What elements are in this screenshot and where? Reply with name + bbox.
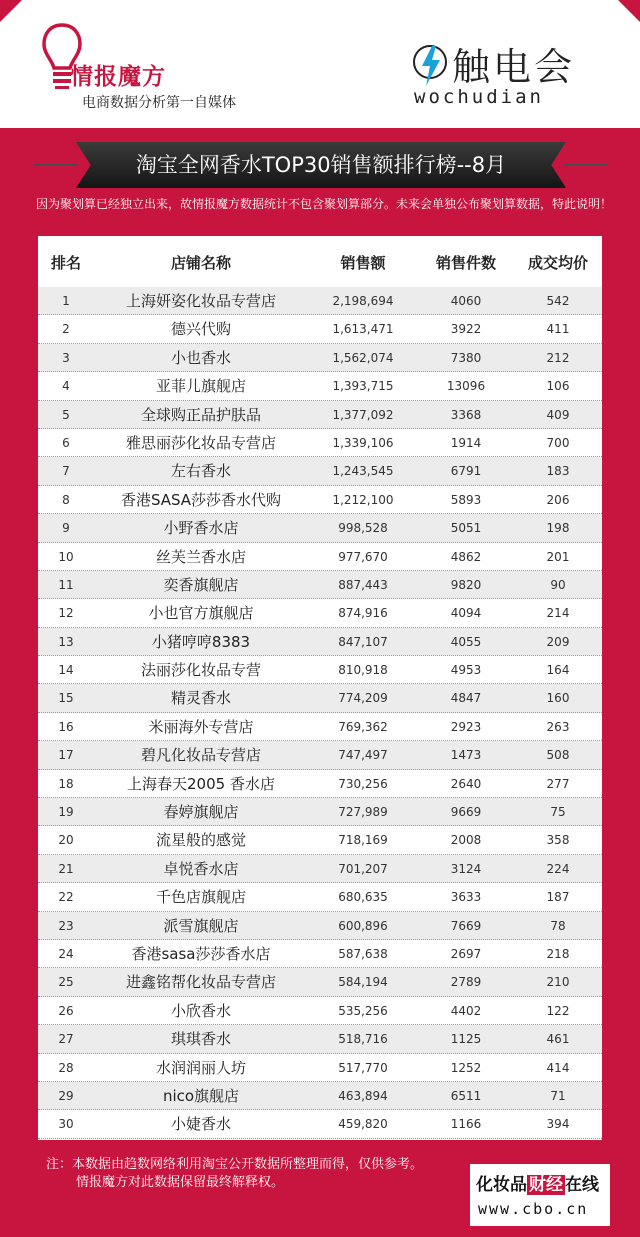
table-row	[38, 514, 602, 542]
cell-rank: 3	[62, 350, 70, 365]
table-row	[38, 486, 602, 514]
footer-line: 注：本数据由趋数网络利用淘宝公开数据所整理而得，仅供参考。	[46, 1157, 424, 1172]
table-row	[38, 713, 602, 741]
cell-avg-price: 210	[546, 975, 570, 990]
cell-sales: 727,989	[338, 805, 388, 820]
cell-units: 4055	[450, 634, 482, 649]
table-row	[38, 656, 602, 684]
cell-sales: 587,638	[338, 946, 388, 961]
cell-store-name: 香港sasa莎莎香水店	[131, 944, 271, 963]
cell-units: 7669	[450, 918, 482, 933]
cell-rank: 10	[58, 549, 74, 564]
cell-store-name: 米丽海外专营店	[148, 717, 254, 736]
cell-rank: 2	[62, 322, 70, 337]
cell-store-name: 派雪旗舰店	[163, 916, 239, 935]
ranking-table	[38, 236, 602, 1140]
cell-rank: 6	[62, 435, 70, 450]
cell-units: 5051	[450, 521, 482, 536]
cell-sales: 2,198,694	[332, 294, 394, 308]
cell-units: 4953	[450, 663, 482, 678]
table-row	[38, 543, 602, 571]
cell-rank: 27	[58, 1032, 74, 1047]
banner-divider	[34, 164, 78, 166]
cell-rank: 19	[58, 805, 74, 820]
table-row	[38, 372, 602, 400]
cell-store-name: 小也香水	[170, 348, 231, 367]
cell-sales: 810,918	[338, 663, 388, 678]
cell-units: 9669	[450, 805, 482, 820]
cell-units: 1125	[450, 1032, 482, 1047]
cell-avg-price: 212	[546, 350, 570, 365]
cell-store-name: 上海妍姿化妆品专营店	[125, 292, 276, 310]
cell-rank: 25	[58, 975, 74, 990]
header	[0, 0, 640, 128]
cell-rank: 16	[58, 719, 74, 734]
cell-avg-price: 218	[546, 946, 570, 961]
cell-rank: 18	[58, 776, 74, 791]
cell-units: 4402	[450, 1003, 482, 1018]
cell-units: 9820	[450, 577, 482, 592]
table-row	[38, 912, 602, 940]
cell-units: 13096	[446, 379, 486, 394]
cell-store-name: 碧凡化妆品专营店	[140, 746, 261, 765]
table-row	[38, 770, 602, 798]
table-row	[38, 741, 602, 769]
cell-avg-price: 198	[546, 521, 570, 536]
table-row	[38, 883, 602, 911]
header-avg-price: 成交均价	[527, 254, 588, 272]
cell-store-name: 法丽莎化妆品专营	[140, 661, 261, 680]
cell-sales: 718,169	[338, 833, 388, 848]
header-rank: 排名	[50, 254, 81, 272]
cell-avg-price: 700	[546, 435, 570, 450]
table-body	[38, 287, 602, 1139]
notice-text: 因为聚划算已经独立出来，故情报魔方数据统计不包含聚划算部分。未来会单独公布聚划算数据，特此说明！	[36, 197, 613, 211]
table-row	[38, 628, 602, 656]
lightning-icon	[410, 40, 452, 92]
header-store-name: 店铺名称	[170, 254, 231, 272]
cell-avg-price: 542	[546, 294, 570, 308]
cell-units: 3368	[450, 407, 482, 422]
cell-sales: 535,256	[338, 1003, 388, 1018]
cell-store-name: 水润润丽人坊	[155, 1058, 246, 1077]
cell-units: 2789	[450, 975, 482, 990]
cell-avg-price: 183	[546, 464, 570, 479]
cell-rank: 15	[58, 691, 74, 706]
cell-avg-price: 75	[550, 805, 566, 820]
cell-units: 3124	[450, 861, 482, 876]
brand-tagline: 电商数据分析第一自媒体	[82, 95, 236, 111]
watermark-highlight: 财经	[529, 1175, 563, 1195]
cell-avg-price: 106	[546, 379, 570, 394]
cell-sales: 1,562,074	[332, 350, 394, 365]
cell-avg-price: 71	[550, 1088, 566, 1103]
table-row	[38, 401, 602, 429]
table-row	[38, 344, 602, 372]
cell-sales: 518,716	[338, 1032, 388, 1047]
cell-sales: 680,635	[338, 890, 388, 905]
cell-store-name: 小猪哼哼8383	[151, 632, 251, 651]
cell-store-name: 亚菲儿旗舰店	[155, 377, 246, 396]
cell-avg-price: 201	[546, 549, 570, 564]
cell-sales: 998,528	[338, 521, 388, 536]
cell-avg-price: 358	[546, 833, 570, 848]
cell-units: 2697	[450, 946, 482, 961]
cell-store-name: 春婷旗舰店	[163, 803, 239, 822]
cell-units: 3633	[450, 890, 482, 905]
cell-sales: 847,107	[338, 634, 388, 649]
cell-units: 4060	[450, 294, 482, 308]
cell-store-name: 卓悦香水店	[163, 859, 239, 878]
cell-rank: 7	[62, 464, 70, 479]
brand-title: 情报魔方	[70, 64, 166, 90]
cell-rank: 9	[62, 521, 70, 536]
cell-store-name: 琪琪香水	[170, 1030, 231, 1049]
cell-avg-price: 187	[546, 890, 570, 905]
cell-units: 1166	[450, 1117, 482, 1132]
cell-units: 4847	[450, 691, 482, 706]
cell-avg-price: 206	[546, 492, 570, 507]
cell-sales: 1,243,545	[332, 464, 394, 479]
cell-units: 2923	[450, 719, 482, 734]
cell-avg-price: 411	[546, 322, 570, 337]
banner-divider	[564, 164, 608, 166]
cell-rank: 1	[62, 294, 70, 308]
table-row	[38, 997, 602, 1025]
cell-avg-price: 263	[546, 719, 570, 734]
cell-store-name: 丝芙兰香水店	[155, 547, 246, 566]
table-row	[38, 1025, 602, 1053]
cell-store-name: 左右香水	[170, 462, 231, 481]
cell-rank: 12	[58, 606, 74, 621]
cell-rank: 22	[58, 890, 74, 905]
cell-sales: 701,207	[338, 861, 388, 876]
cell-rank: 20	[58, 833, 74, 848]
table-row	[38, 287, 602, 315]
cell-units: 4862	[450, 549, 482, 564]
footer-line: 情报魔方对此数据保留最终解释权。	[76, 1175, 285, 1190]
cell-sales: 747,497	[338, 748, 388, 763]
cell-avg-price: 209	[546, 634, 570, 649]
cell-rank: 13	[58, 634, 74, 649]
table-row	[38, 1082, 602, 1110]
cell-units: 1252	[450, 1060, 482, 1075]
cell-units: 7380	[450, 350, 482, 365]
table-row	[38, 798, 602, 826]
cell-units: 6791	[450, 464, 482, 479]
cell-units: 2640	[450, 776, 482, 791]
header-units: 销售件数	[435, 254, 496, 272]
cell-sales: 887,443	[338, 577, 388, 592]
cell-store-name: 上海春天2005 香水店	[127, 774, 275, 793]
cell-units: 6511	[450, 1088, 482, 1103]
watermark-logo	[470, 1164, 610, 1226]
cell-rank: 24	[58, 946, 74, 961]
cell-sales: 730,256	[338, 776, 388, 791]
cell-units: 1914	[450, 435, 482, 450]
cell-rank: 5	[62, 407, 70, 422]
partner-subtitle: wochudian	[414, 86, 544, 108]
cell-units: 5893	[450, 492, 482, 507]
cell-sales: 463,894	[338, 1088, 388, 1103]
cell-avg-price: 214	[546, 606, 570, 621]
partner-name: 触电会	[452, 45, 576, 89]
watermark-text: 在线	[565, 1175, 599, 1195]
cell-sales: 517,770	[338, 1060, 388, 1075]
table-row	[38, 855, 602, 883]
cell-store-name: 小也官方旗舰店	[148, 604, 254, 623]
cell-store-name: 流星般的感觉	[155, 831, 246, 850]
cell-avg-price: 414	[546, 1060, 570, 1075]
cell-avg-price: 78	[550, 918, 566, 933]
table-row	[38, 684, 602, 712]
cell-units: 2008	[450, 833, 482, 848]
cell-sales: 977,670	[338, 549, 388, 564]
cell-avg-price: 277	[546, 776, 570, 791]
cell-sales: 874,916	[338, 606, 388, 621]
table-row	[38, 968, 602, 996]
cell-avg-price: 164	[546, 663, 570, 678]
cell-avg-price: 90	[550, 577, 566, 592]
cell-store-name: 千色店旗舰店	[155, 888, 246, 907]
table-row	[38, 1110, 602, 1138]
cell-sales: 584,194	[338, 975, 388, 990]
cell-sales: 1,212,100	[332, 492, 394, 507]
cell-avg-price: 394	[546, 1117, 570, 1132]
table-row	[38, 315, 602, 343]
cell-store-name: 小野香水店	[163, 519, 239, 538]
cell-avg-price: 224	[546, 861, 570, 876]
page-title: 淘宝全网香水TOP30销售额排行榜--8月	[135, 153, 507, 177]
cell-rank: 4	[62, 379, 70, 394]
cell-rank: 21	[58, 861, 74, 876]
cell-avg-price: 160	[546, 691, 570, 706]
table-row	[38, 429, 602, 457]
cell-rank: 14	[58, 663, 74, 678]
cell-store-name: 小婕香水	[170, 1115, 231, 1134]
cell-units: 3922	[450, 322, 482, 337]
table-row	[38, 571, 602, 599]
cell-avg-price: 409	[546, 407, 570, 422]
cell-units: 4094	[450, 606, 482, 621]
table-row	[38, 599, 602, 627]
cell-sales: 1,393,715	[332, 379, 394, 394]
cell-store-name: 全球购正品护肤品	[140, 405, 261, 424]
cell-sales: 1,339,106	[332, 435, 394, 450]
cell-rank: 11	[58, 577, 74, 592]
cell-store-name: 雅思丽莎化妆品专营店	[125, 433, 276, 452]
cell-sales: 459,820	[338, 1117, 388, 1132]
corner-decoration	[618, 0, 640, 22]
cell-sales: 1,613,471	[332, 322, 394, 337]
cell-store-name: 奕香旗舰店	[163, 575, 239, 594]
footer-note	[46, 1156, 423, 1192]
cell-store-name: 香港SASA莎莎香水代购	[120, 490, 282, 509]
cell-rank: 8	[62, 492, 70, 507]
cell-store-name: 小欣香水	[170, 1001, 231, 1020]
cell-store-name: 进鑫铭帮化妆品专营店	[125, 973, 276, 992]
cell-units: 1473	[450, 748, 482, 763]
corner-decoration	[0, 0, 22, 22]
table-row	[38, 1054, 602, 1082]
cell-avg-price: 508	[546, 748, 570, 763]
cell-sales: 1,377,092	[332, 407, 394, 422]
cell-sales: 774,209	[338, 691, 388, 706]
table-row	[38, 826, 602, 854]
cell-rank: 23	[58, 918, 74, 933]
cell-rank: 17	[58, 748, 74, 763]
cell-sales: 769,362	[338, 719, 388, 734]
cell-rank: 29	[58, 1088, 74, 1103]
cell-store-name: 德兴代购	[170, 320, 231, 339]
cell-sales: 600,896	[338, 918, 388, 933]
cell-rank: 26	[58, 1003, 74, 1018]
cell-avg-price: 122	[546, 1003, 570, 1018]
watermark-text: 化妆品	[476, 1175, 527, 1195]
watermark-url: www.cbo.cn	[478, 1200, 589, 1218]
watermark-title	[476, 1170, 599, 1195]
cell-rank: 30	[58, 1117, 74, 1132]
cell-avg-price: 461	[546, 1032, 570, 1047]
table-row	[38, 940, 602, 968]
table-row	[38, 457, 602, 485]
cell-rank: 28	[58, 1060, 74, 1075]
table-header	[38, 236, 602, 284]
cell-store-name: nico旗舰店	[162, 1086, 240, 1105]
header-sales: 销售额	[340, 254, 386, 272]
cell-store-name: 精灵香水	[170, 689, 231, 708]
